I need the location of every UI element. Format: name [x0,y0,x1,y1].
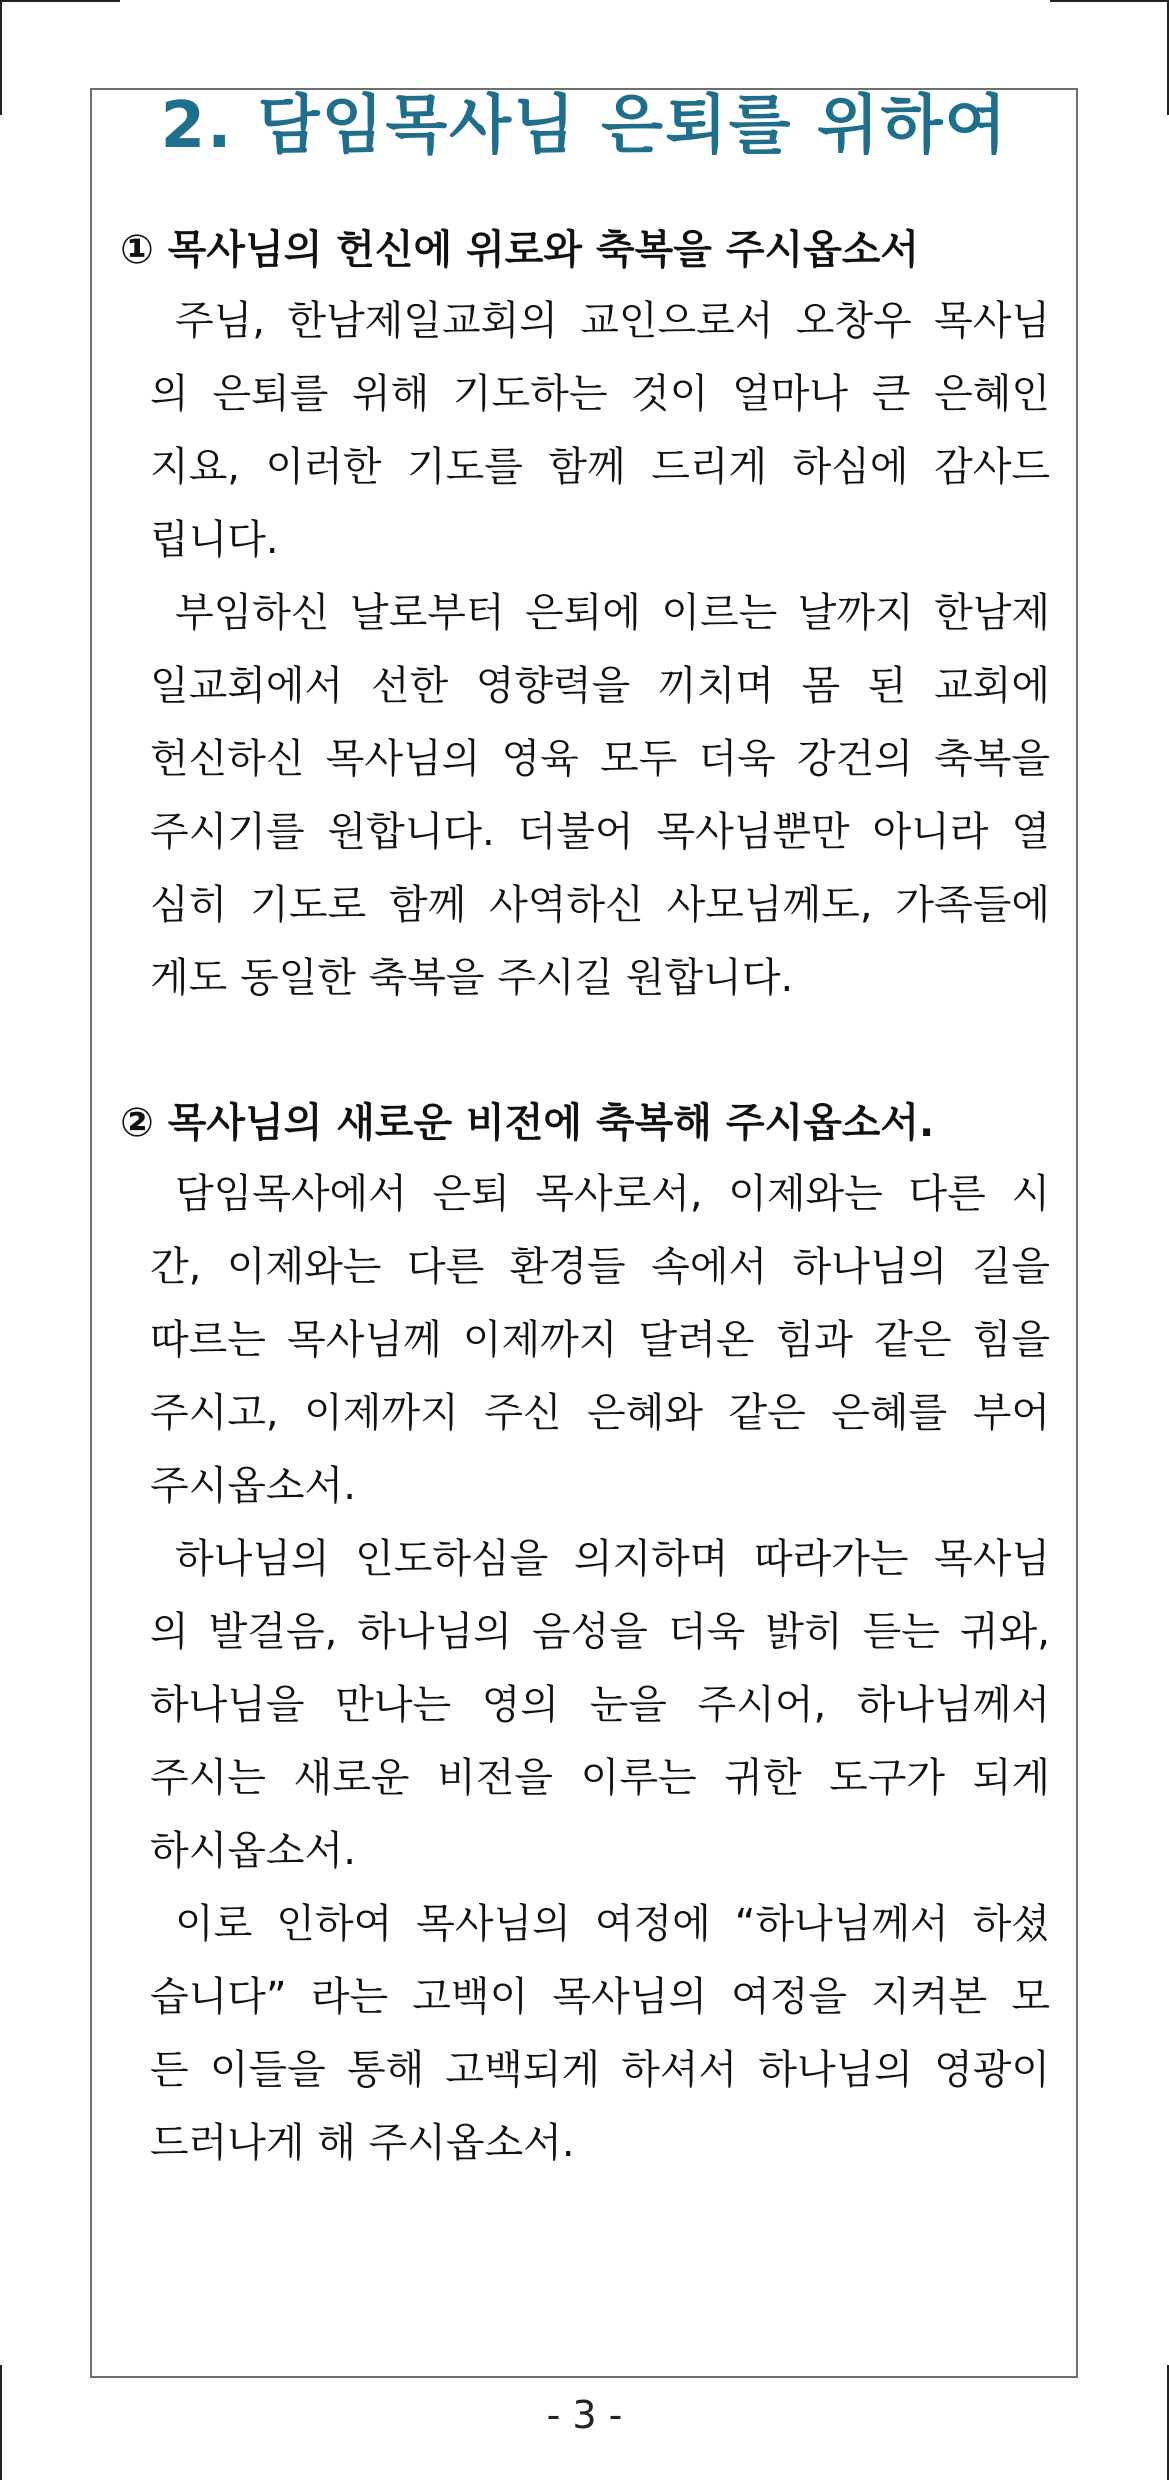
section-gap [120,1015,1050,1088]
section-1-line: 게도 동일한 축복을 주시길 원합니다. [150,955,794,1001]
section-2-line: 따르는 목사님께 이제까지 달려온 힘과 같은 힘을 [150,1317,1050,1363]
section-1-line: 일교회에서 선한 영향력을 끼치며 몸 된 교회에 [150,663,1050,709]
section-1-line: 립니다. [150,517,279,563]
section-2-line: 습니다” 라는 고백이 목사님의 여정을 지켜본 모 [150,1974,1050,2020]
section-2-line: 하나님을 만나는 영의 눈을 주시어, 하나님께서 [150,1682,1050,1728]
section-1-line: 주시기를 원합니다. 더불어 목사님뿐만 아니라 열 [150,809,1050,855]
section-1-line: 부임하신 날로부터 은퇴에 이르는 날까지 한남제 [175,590,1050,636]
section-2-line: 이로 인하여 목사님의 여정에 “하나님께서 하셨 [175,1901,1050,1947]
section-1-line: 헌신하신 목사님의 영육 모두 더욱 강건의 축복을 [150,736,1050,782]
section-1-line: 의 은퇴를 위해 기도하는 것이 얼마나 큰 은혜인 [150,371,1050,417]
section-2-line: 든 이들을 통해 고백되게 하셔서 하나님의 영광이 [150,2047,1050,2093]
section-1-line: 심히 기도로 함께 사역하신 사모님께도, 가족들에 [150,882,1050,928]
section-2-line: 주시고, 이제까지 주신 은혜와 같은 은혜를 부어 [150,1390,1050,1436]
section-1-heading: ① 목사님의 헌신에 위로와 축복을 주시옵소서 [120,227,920,273]
crop-mark-top-left-horizontal [0,0,120,2]
section-2-line: 주시는 새로운 비전을 이루는 귀한 도구가 되게 [150,1755,1050,1801]
crop-mark-top-right-horizontal [1050,0,1169,2]
prayer-content [120,215,1050,2180]
section-2-line: 간, 이제와는 다른 환경들 속에서 하나님의 길을 [150,1244,1050,1290]
page-title: 2. 담임목사님 은퇴를 위하여 [160,89,1009,163]
page-number: - 3 - [546,2393,623,2437]
section-1-line: 지요, 이러한 기도를 함께 드리게 하심에 감사드 [150,444,1050,490]
section-2-line: 하시옵소서. [150,1828,356,1874]
section-2-line: 주시옵소서. [150,1463,356,1509]
section-2-line: 하나님의 인도하심을 의지하며 따라가는 목사님 [175,1536,1050,1582]
section-2-line: 드러나게 해 주시옵소서. [150,2120,575,2166]
section-2-line: 담임목사에서 은퇴 목사로서, 이제와는 다른 시 [175,1171,1050,1217]
section-1-line: 주님, 한남제일교회의 교인으로서 오창우 목사님 [175,298,1050,344]
section-2-line: 의 발걸음, 하나님의 음성을 더욱 밝히 듣는 귀와, [150,1609,1050,1655]
section-2-heading: ② 목사님의 새로운 비전에 축복해 주시옵소서. [120,1100,935,1146]
